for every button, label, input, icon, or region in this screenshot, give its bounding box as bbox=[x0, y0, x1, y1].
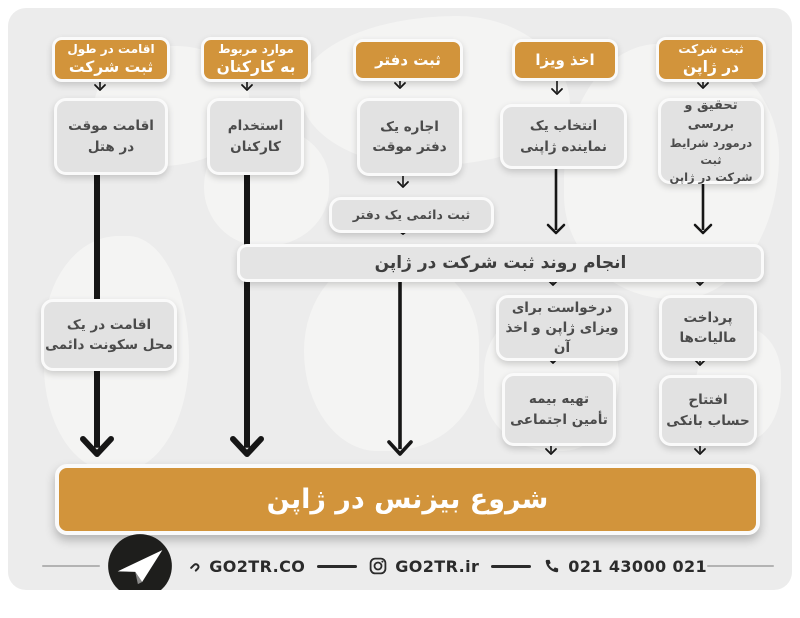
flow-arrow bbox=[544, 161, 568, 234]
result-bar-label: شروع بیزنس در ژاپن bbox=[266, 484, 549, 515]
box-line: کارکنان bbox=[230, 138, 281, 155]
header-line: اخذ ویزا bbox=[535, 50, 595, 69]
footer-website[interactable] bbox=[184, 557, 305, 576]
box-line: افتتاح bbox=[688, 392, 728, 409]
box-open-bank-account bbox=[659, 375, 757, 446]
footer-instagram[interactable] bbox=[369, 557, 479, 576]
box-line: ثبت دائمی یک دفتر bbox=[352, 206, 471, 222]
header-line: موارد مربوط bbox=[218, 41, 294, 56]
header-line: ثبت دفتر bbox=[375, 50, 441, 69]
box-line: ویزای ژاپن و اخذ آن bbox=[505, 319, 619, 357]
header-line: به کارکنان bbox=[216, 58, 296, 77]
box-visa-application bbox=[496, 295, 628, 361]
box-line: استخدام bbox=[227, 118, 284, 135]
footer-dash bbox=[491, 565, 531, 568]
instagram-icon bbox=[369, 557, 387, 575]
header-residence-during-registration bbox=[52, 37, 170, 82]
box-line: اقامت در یک bbox=[66, 316, 152, 333]
box-line: انتخاب یک bbox=[529, 118, 598, 135]
footer-phone[interactable] bbox=[543, 557, 707, 576]
footer-instagram-label: GO2TR.ir bbox=[395, 556, 480, 576]
box-choose-japanese-representative bbox=[500, 104, 627, 169]
header-company-registration-japan bbox=[656, 37, 766, 82]
footer-website-label: GO2TR.CO bbox=[209, 556, 306, 576]
box-pay-taxes bbox=[659, 295, 757, 361]
header-employee-matters bbox=[201, 37, 311, 82]
box-line: مالیات‌ها bbox=[679, 330, 737, 346]
footer-divider-left bbox=[42, 565, 100, 567]
box-line: اجاره یک bbox=[380, 118, 439, 135]
box-line: تأمین اجتماعی bbox=[510, 411, 608, 428]
go2tr-logo bbox=[106, 532, 174, 590]
diagram-panel bbox=[8, 8, 792, 590]
header-line: اقامت در طول bbox=[67, 41, 155, 56]
box-line: پرداخت bbox=[683, 309, 733, 326]
process-bar-label: انجام روند ثبت شرکت در ژاپن bbox=[374, 253, 627, 273]
box-permanent-residence bbox=[41, 299, 177, 371]
box-permanent-office-registration bbox=[329, 197, 494, 233]
box-line: حساب بانکی bbox=[666, 412, 750, 429]
footer-dash bbox=[317, 565, 357, 568]
header-visa-acquisition bbox=[512, 39, 618, 81]
header-line: در ژاپن bbox=[682, 58, 740, 77]
box-hiring-staff bbox=[207, 98, 304, 175]
box-line: تهیه بیمه bbox=[528, 391, 590, 408]
box-line: درخواست برای bbox=[511, 299, 613, 316]
box-line: اقامت موقت bbox=[68, 118, 154, 135]
header-line: ثبت شرکت bbox=[68, 58, 154, 77]
footer-phone-label: 021 43000 021 bbox=[568, 556, 708, 576]
phone-icon bbox=[543, 558, 560, 575]
box-line: تحقیق و بررسی bbox=[684, 97, 738, 133]
process-bar-company-registration bbox=[237, 244, 764, 282]
footer bbox=[42, 532, 774, 590]
box-temporary-hotel-stay bbox=[54, 98, 168, 175]
box-line: محل سکونت دائمی bbox=[45, 337, 173, 353]
box-line: شرکت در ژاپن bbox=[669, 170, 753, 185]
header-line: ثبت شرکت bbox=[678, 41, 744, 56]
box-social-security-insurance bbox=[502, 373, 616, 446]
link-icon bbox=[184, 558, 201, 575]
flow-arrow bbox=[385, 273, 415, 455]
box-line: در هتل bbox=[87, 138, 135, 155]
flow-arrow bbox=[229, 166, 265, 455]
result-bar-start-business bbox=[55, 464, 760, 535]
box-line: دفتر موقت bbox=[372, 139, 447, 155]
box-line: درمورد شرایط ثبت bbox=[669, 135, 753, 167]
box-line: نماینده ژاپنی bbox=[520, 138, 607, 155]
box-research-registration-conditions bbox=[658, 98, 764, 184]
footer-divider-right bbox=[707, 565, 774, 567]
box-rent-temporary-office bbox=[357, 98, 462, 176]
header-office-registration bbox=[353, 39, 463, 81]
